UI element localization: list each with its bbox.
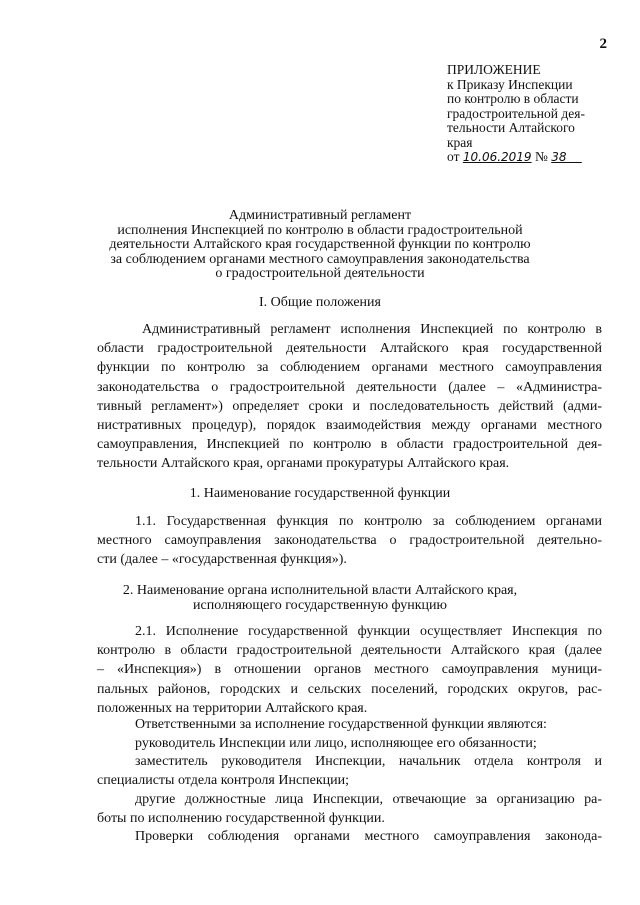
subsection-heading bbox=[90, 583, 550, 613]
handwritten-number: 38 bbox=[551, 150, 567, 164]
paragraph-2-1 bbox=[97, 622, 602, 718]
appendix-line: ПРИЛОЖЕНИЕ bbox=[447, 62, 541, 77]
title-line: деятельности Алтайского края государственной функции по контролю bbox=[109, 237, 531, 252]
text-line: руководитель Инспекции или лицо, исполняющее его обязанности; bbox=[135, 736, 537, 751]
subsection-heading: 1. Наименование государственной функции bbox=[189, 486, 451, 501]
title-line: исполнения Инспекцией по контролю в области градостроительной bbox=[117, 222, 523, 238]
appendix-date-line bbox=[447, 150, 617, 165]
title-line: за соблюдением органами местного самоуправления законодательства bbox=[110, 251, 530, 267]
text-line: пальных районов, городских и сельских поселений, городских округов, рас- bbox=[97, 681, 602, 697]
text-line: специалисты отдела контроля Инспекции; bbox=[97, 773, 350, 789]
number-underline bbox=[567, 150, 582, 164]
paragraph-checks bbox=[97, 827, 602, 846]
appendix-line: градостроительной дея- bbox=[447, 105, 585, 121]
paragraph-general bbox=[97, 320, 602, 474]
page-number: 2 bbox=[599, 36, 607, 52]
heading-line: исполняющего государственную функцию bbox=[193, 598, 447, 613]
text-line: боты по исполнению государственной функции. bbox=[97, 811, 385, 827]
number-prefix: № bbox=[534, 149, 548, 164]
paragraph-1-1 bbox=[97, 512, 602, 570]
text-line: Ответственными за исполнение государственной функции являются: bbox=[135, 717, 547, 732]
paragraph-responsible bbox=[97, 715, 602, 734]
text-line: законодательства о градостроительной деятельности (далее – «Администра- bbox=[97, 379, 602, 395]
date-prefix: от bbox=[447, 149, 460, 164]
handwritten-date: 10.06.2019 bbox=[462, 150, 532, 164]
text-line: другие должностные лица Инспекции, отвечающие за организацию ра- bbox=[135, 792, 602, 807]
section-heading: I. Общие положения bbox=[259, 295, 381, 310]
title-line: Административный регламент bbox=[228, 208, 412, 223]
appendix-line: края bbox=[447, 134, 473, 150]
text-line: контролю в области градостроительной деятельности Алтайского края (далее bbox=[97, 643, 602, 659]
heading-line: 2. Наименование органа исполнительной власти Алтайского края, bbox=[122, 583, 518, 598]
text-line: 2.1. Исполнение государственной функции осуществляет Инспекция по bbox=[135, 624, 602, 639]
appendix-line: тельности Алтайского bbox=[447, 120, 575, 135]
appendix-block bbox=[447, 63, 617, 165]
text-line: функции по контролю за соблюдением органами местного самоуправления bbox=[97, 360, 602, 376]
text-line: области градостроительной деятельности Алтайского края государственной bbox=[97, 341, 602, 357]
text-line: местного самоуправления законодательства о градостроительной деятельно- bbox=[97, 533, 602, 549]
title-line: о градостроительной деятельности bbox=[215, 266, 425, 281]
paragraph-item-3 bbox=[97, 790, 602, 828]
text-line: положенных на территории Алтайского края. bbox=[97, 700, 368, 716]
text-line: Административный регламент исполнения Инспекцией по контролю в bbox=[142, 322, 602, 337]
appendix-line: по контролю в области bbox=[447, 91, 579, 106]
paragraph-item-1 bbox=[97, 734, 602, 753]
text-line: сти (далее – «государственная функция»). bbox=[97, 552, 347, 568]
text-line: 1.1. Государственная функция по контролю за соблюдением органами bbox=[135, 514, 602, 529]
text-line: самоуправления, Инспекцией по контролю в области градостроительной дея- bbox=[97, 437, 602, 453]
text-line: тельности Алтайского края, органами прокуратуры Алтайского края. bbox=[97, 456, 510, 472]
appendix-line: к Приказу Инспекции bbox=[447, 76, 573, 92]
text-line: – «Инспекция») в отношении органов местного самоуправления муници- bbox=[97, 662, 602, 678]
text-line: заместитель руководителя Инспекции, начальник отдела контроля и bbox=[135, 754, 602, 769]
text-line: нистративных процедур), порядок взаимодействия между органами местного bbox=[97, 418, 602, 434]
text-line: Проверки соблюдения органами местного самоуправления законода- bbox=[135, 829, 602, 844]
document-title bbox=[90, 209, 550, 282]
paragraph-item-2 bbox=[97, 752, 602, 790]
text-line: тивный регламент») определяет сроки и последовательность действий (адми- bbox=[97, 398, 602, 414]
